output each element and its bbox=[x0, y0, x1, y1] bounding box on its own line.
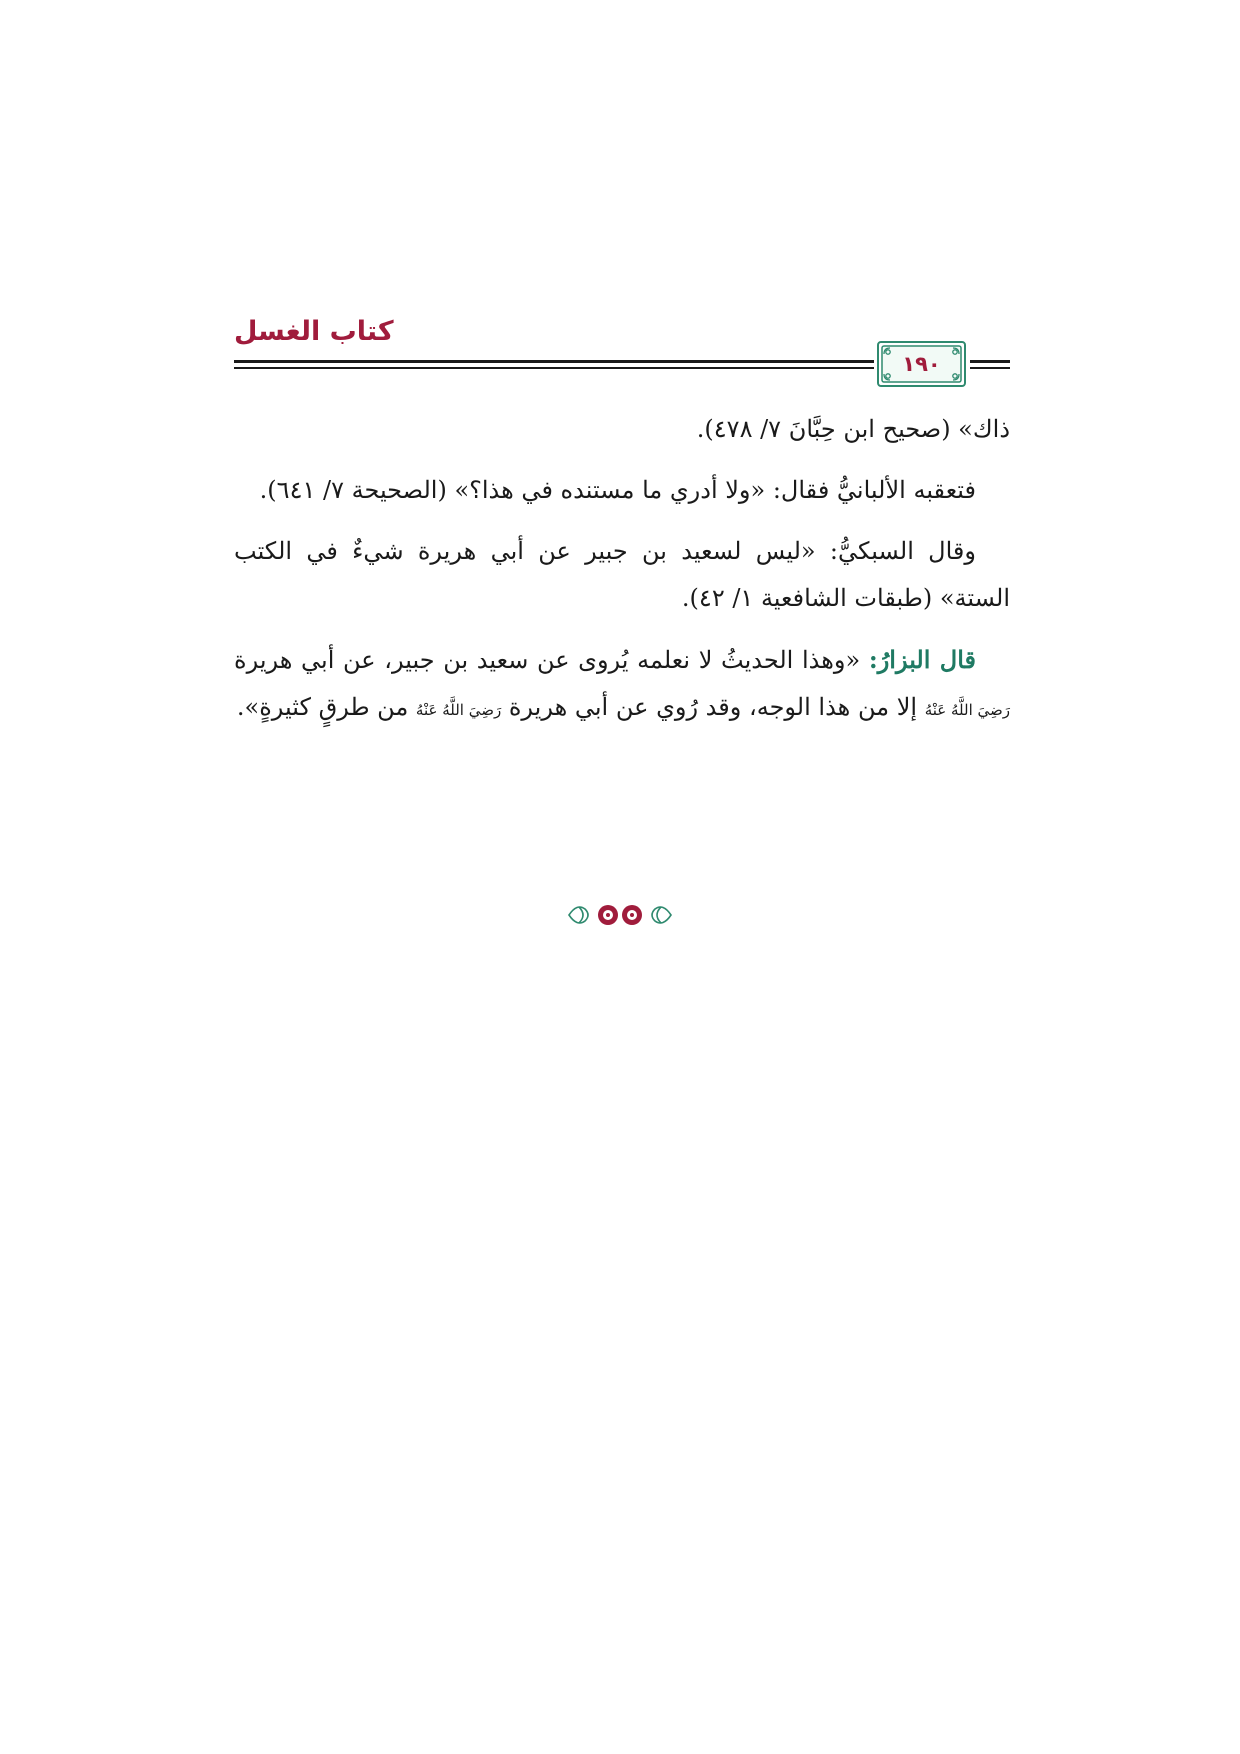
header-rule-right-top bbox=[970, 360, 1010, 363]
page-number: ١٩٠ bbox=[902, 352, 941, 376]
book-title: كتاب الغسل bbox=[234, 316, 394, 347]
paragraph: ذاك» (صحيح ابن حِبَّانَ ٧/ ٤٧٨). bbox=[696, 415, 1010, 443]
header-rule-bottom bbox=[234, 367, 874, 369]
header-rule-right-bottom bbox=[970, 367, 1010, 369]
honorific-mark: رَضِيَ اللَّهُ عَنْهُ bbox=[924, 701, 1010, 719]
quote-text: من طرقٍ كثيرةٍ». bbox=[236, 693, 416, 721]
page-number-badge bbox=[877, 341, 966, 387]
section-divider-ornament-icon bbox=[565, 895, 675, 935]
quote-text: «وهذا الحديثُ لا نعلمه يُروى عن سعيد بن جبير، عن أبي هريرة bbox=[234, 646, 869, 674]
paragraph bbox=[234, 636, 1010, 734]
quote-text: إلا من هذا الوجه، وقد رُوي عن أبي هريرة bbox=[501, 693, 925, 721]
header-rule-top bbox=[234, 360, 874, 363]
paragraph: وقال السبكيُّ: «ليس لسعيد بن جبير عن أبي هريرة شيءٌ في الكتب الستة» (طبقات الشافعية ١/ ٤٢). bbox=[234, 537, 1010, 612]
page-header bbox=[234, 316, 1010, 391]
page-body bbox=[234, 406, 1010, 748]
honorific-mark: رَضِيَ اللَّهُ عَنْهُ bbox=[415, 701, 502, 719]
paragraph: فتعقبه الألبانيُّ فقال: «ولا أدري ما مستنده في هذا؟» (الصحيحة ٧/ ٦٤١). bbox=[259, 476, 976, 504]
speaker-label: قال البزارُ: bbox=[868, 645, 976, 674]
